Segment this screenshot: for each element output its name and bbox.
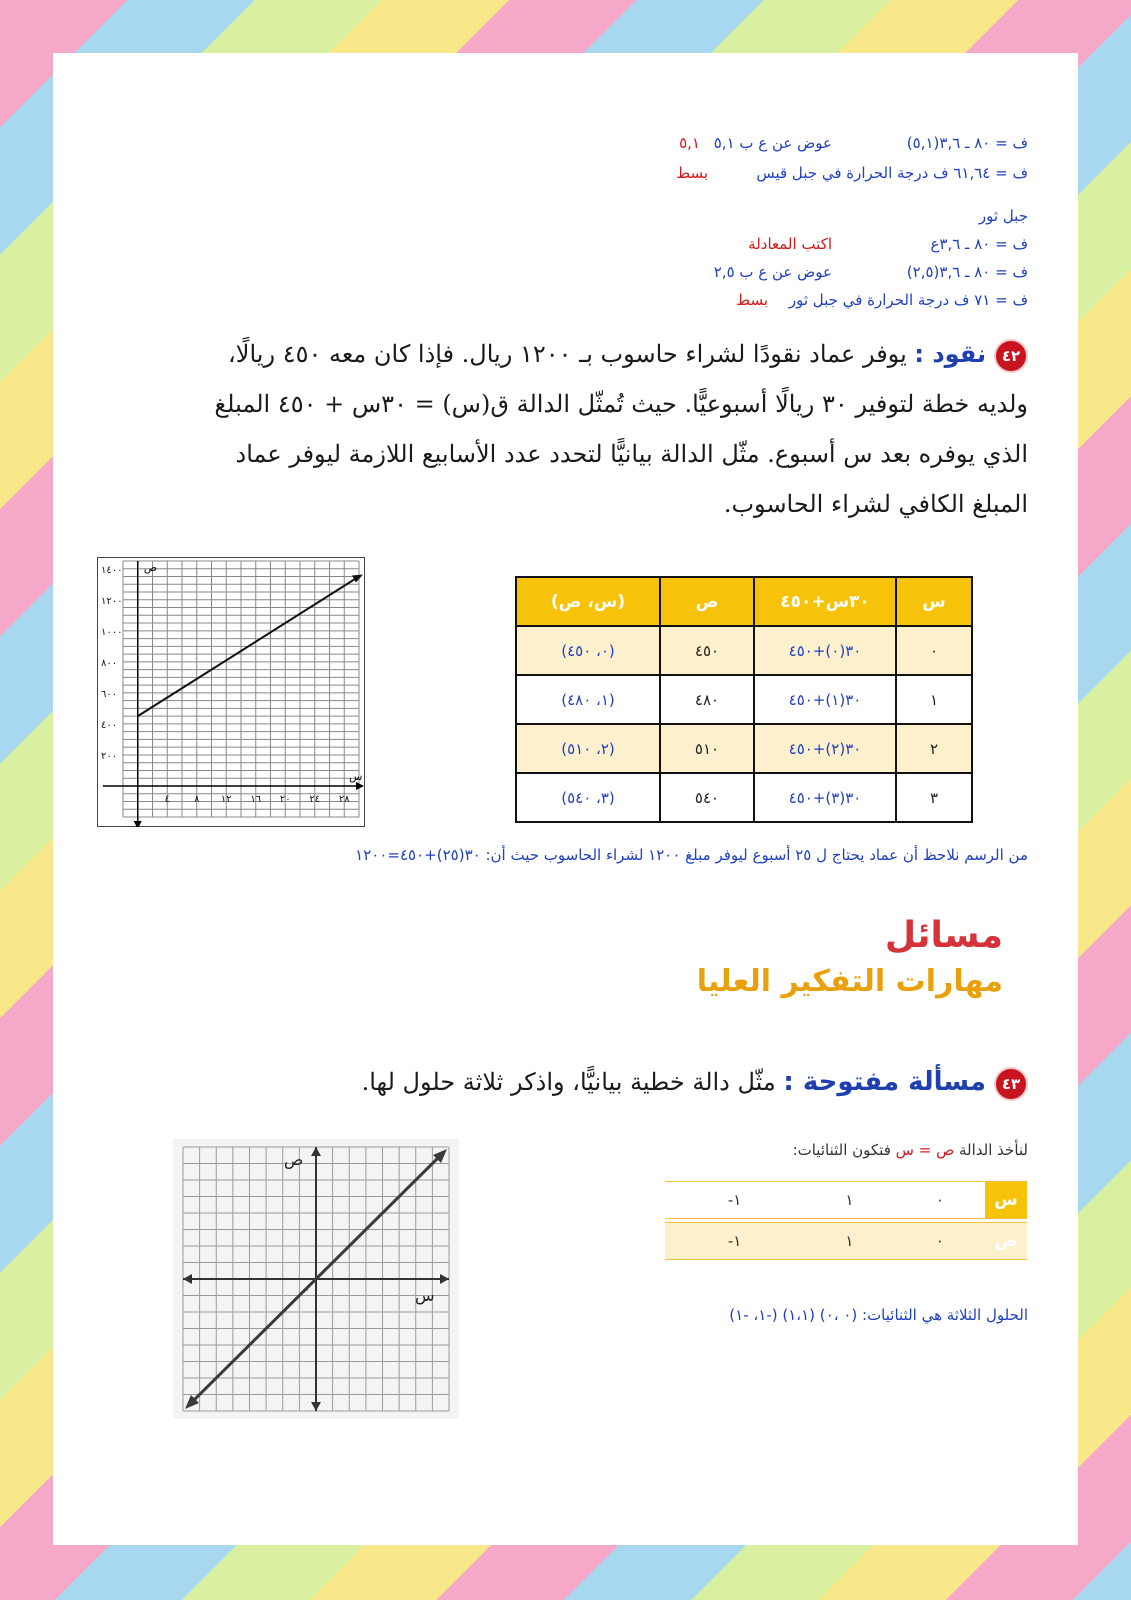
graph-43-x-axis-label: س [415, 1286, 435, 1305]
table-42-header-pair: (س، ص) [516, 577, 660, 626]
table-cell: (٢، ٥١٠) [516, 724, 660, 773]
table-cell: ٤٨٠ [660, 675, 754, 724]
question-42 [188, 329, 1028, 529]
table-cell: ١ [896, 675, 972, 724]
table-cell: ٣ [896, 773, 972, 822]
y-tick-label: ١٠٠٠ [101, 626, 123, 638]
graph-42 [97, 557, 365, 827]
worked-line-2-eq: ف = ٦١,٦٤ ف درجة الحرارة في جبل قيس [756, 164, 1028, 182]
y-tick-label: ١٤٠٠ [101, 564, 123, 576]
table-row [665, 1181, 1027, 1219]
y-tick-label: ٦٠٠ [101, 688, 118, 700]
question-keyword: نقود : [914, 340, 986, 368]
table-cell: ١ [804, 1181, 894, 1219]
table-cell: ١- [665, 1181, 804, 1219]
table-cell: ٣٠(١)+٤٥٠ [754, 675, 896, 724]
answer-43-intro-b: فتكون الثنائيات: [792, 1141, 891, 1159]
x-tick-label: ٤ [164, 793, 170, 805]
table-cell: (١، ٤٨٠) [516, 675, 660, 724]
table-cell: ٠ [895, 1222, 985, 1260]
table-42-header-expr: ٣٠س+٤٥٠ [754, 577, 896, 626]
worked-line-1-note: عوض عن ع ب ٥,١ [713, 134, 832, 152]
table-42-header-x: س [896, 577, 972, 626]
table-row [516, 675, 972, 724]
graph-42-x-axis-label: س [349, 769, 363, 783]
table-row [516, 626, 972, 675]
worked-line-4-note: عوض عن ع ب ٢,٥ [713, 263, 832, 281]
x-tick-label: ٢٠ [279, 793, 291, 805]
worked-line-5-eq: ف = ٧١ ف درجة الحرارة في جبل ثور [788, 291, 1028, 309]
table-cell: ٣٠(٠)+٤٥٠ [754, 626, 896, 675]
question-keyword: مسألة مفتوحة : [783, 1067, 986, 1097]
x-tick-label: ٠ [135, 793, 141, 805]
answer-43-function: ص = س [895, 1141, 955, 1159]
table-cell: ٥١٠ [660, 724, 754, 773]
table-42-header-y: ص [660, 577, 754, 626]
table-cell: ١ [804, 1222, 894, 1260]
table-row [665, 1222, 1027, 1260]
table-cell: ٣٠(٢)+٤٥٠ [754, 724, 896, 773]
answer-43-solutions: الحلول الثلاثة هي الثنائيات: (٠ ،٠) (١،١) (-١، -١) [729, 1306, 1028, 1324]
mountain-label: جبل ثور [978, 207, 1028, 225]
table-43-x-label: س [985, 1181, 1027, 1219]
question-text: مثّل دالة خطية بيانيًّا، واذكر ثلاثة حلول لها. [361, 1068, 776, 1096]
x-tick-label: ٢٤ [309, 793, 321, 805]
table-row [516, 724, 972, 773]
table-cell: ٠ [895, 1181, 985, 1219]
worked-line-4-eq: ف = ٨٠ ـ ٣,٦(٢,٥) [906, 263, 1028, 281]
question-43 [168, 1057, 1028, 1107]
table-43 [665, 1178, 1027, 1263]
table-cell: ١- [665, 1222, 804, 1260]
question-number-badge: ٤٣ [994, 1067, 1028, 1101]
worked-line-3-eq: ف = ٨٠ ـ ٣,٦ع [930, 235, 1028, 253]
question-number-badge: ٤٢ [994, 339, 1028, 373]
y-tick-label: ١٢٠٠ [101, 595, 123, 607]
graph-43-y-axis-label: ص [284, 1150, 304, 1169]
worked-line-5-note: بسط [736, 291, 768, 309]
page [53, 53, 1078, 1545]
x-tick-label: ١٢ [220, 793, 232, 805]
conclusion-42: من الرسم نلاحظ أن عماد يحتاج ل ٢٥ أسبوع ليوفر مبلغ ١٢٠٠ لشراء الحاسوب حيث أن: ٣٠(٢٥)+٤٥٠=١٢٠٠ [355, 846, 1028, 864]
worked-line-1-value: ٥,١ [679, 134, 700, 152]
y-tick-label: ٢٠٠ [101, 750, 118, 762]
table-cell: ٠ [896, 626, 972, 675]
section-title: مسائل [884, 915, 1003, 956]
graph-43-origin-label: ٠ [304, 1283, 310, 1296]
question-text: يوفر عماد نقودًا لشراء حاسوب بـ ١٢٠٠ ريال. فإذا كان معه ٤٥٠ ريالًا، ولديه خطة لتوفير ٣٠ ريالًا أسبوعيًّا. حيث تُمثّل الدالة ق(س) = ٣٠س + ٤٥٠ المبلغ الذي يوفره بعد س أسبوع. مثّل الدالة بيانيًّا لتحدد عدد الأسابيع اللازمة ليوفر عماد المبلغ الكافي لشراء الحاسوب. [214, 340, 1028, 518]
answer-43-intro [793, 1141, 1028, 1159]
section-subtitle: مهارات التفكير العليا [696, 964, 1003, 999]
worked-line-2-note: بسط [676, 164, 708, 182]
table-cell: (٣، ٥٤٠) [516, 773, 660, 822]
worked-line-1-eq: ف = ٨٠ ـ ٣,٦(٥,١) [906, 134, 1028, 152]
x-tick-label: ١٦ [250, 793, 262, 805]
table-cell: (٠، ٤٥٠) [516, 626, 660, 675]
y-tick-label: ٨٠٠ [101, 657, 118, 669]
table-cell: ٤٥٠ [660, 626, 754, 675]
table-cell: ٢ [896, 724, 972, 773]
x-tick-label: ٨ [194, 793, 200, 805]
worked-line-3-note: اكتب المعادلة [748, 235, 832, 253]
x-tick-label: ٢٨ [338, 793, 350, 805]
graph-43 [173, 1139, 459, 1419]
table-43-y-label: ص [985, 1222, 1027, 1260]
y-tick-label: ٤٠٠ [101, 719, 118, 731]
graph-42-y-axis-label: ص [143, 561, 158, 574]
table-cell: ٣٠(٣)+٤٥٠ [754, 773, 896, 822]
table-cell: ٥٤٠ [660, 773, 754, 822]
answer-43-intro-a: لنأخذ الدالة [959, 1141, 1028, 1159]
table-42 [515, 576, 973, 823]
table-row [516, 773, 972, 822]
